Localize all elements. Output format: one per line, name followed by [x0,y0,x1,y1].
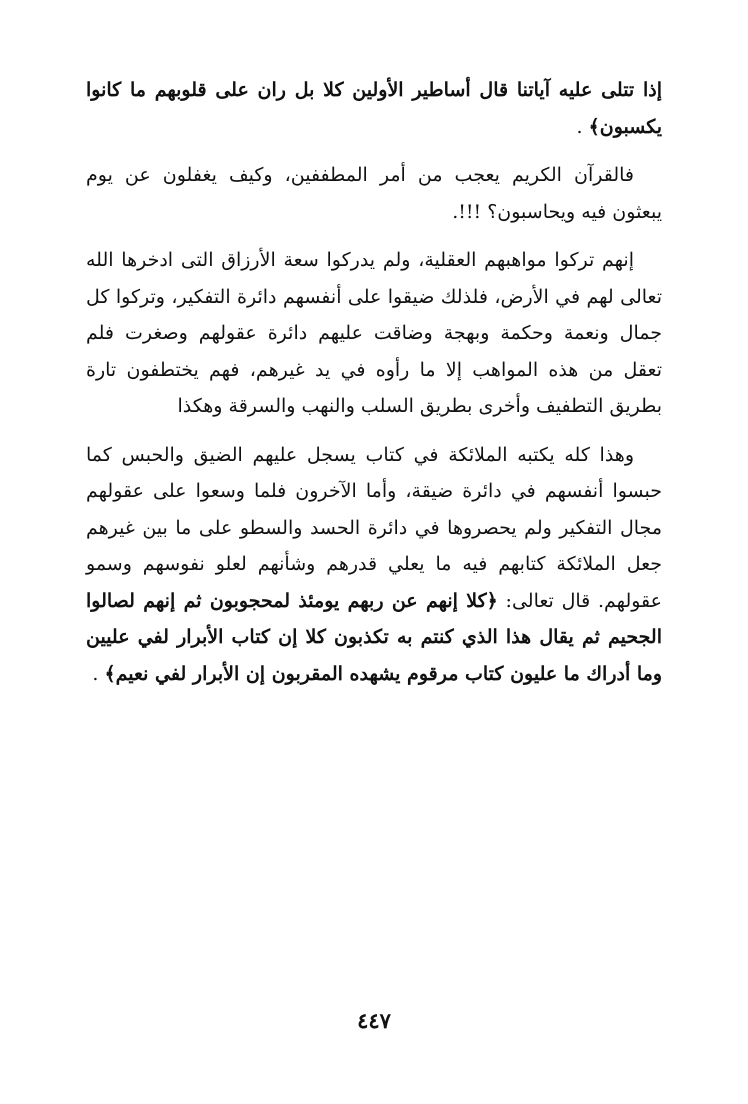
page-number: ٤٤٧ [357,1008,391,1033]
paragraph-4 [86,437,662,693]
paragraph-4-text: وهذا كله يكتبه الملائكة في كتاب يسجل عليهم الضيق والحبس كما حبسوا أنفسهم في دائرة ضيقة، وأما الآخرون فلما وسعوا على عقولهم مجال التفكير ولم يحصروها في دائرة الحسد والسطو على ما بين غيرهم جعل الملائكة كتابهم فيه ما يعلي قدرهم وشأنهم لعلو نفوسهم وسمو عقولهم. قال تعالى: [86,443,662,612]
quran-verse: إذا تتلى عليه آياتنا قال أساطير الأولين كلا بل ران على قلوبهم ما كانوا يكسبون﴾ [86,79,662,138]
quran-verse: ﴿كلا إنهم عن ربهم يومئذ لمحجوبون ثم إنهم لصالوا الجحيم ثم يقال هذا الذي كنتم به تكذبون كلا إن كتاب الأبرار لفي عليين وما أدراك ما عليون كتاب مرقوم يشهده المقربون إن الأبرار لفي نعيم﴾ [86,589,662,685]
paragraph-1 [86,72,662,145]
body-text [86,72,662,704]
paragraph-2: فالقرآن الكريم يعجب من أمر المطففين، وكيف يغفلون عن يوم يبعثون فيه ويحاسبون؟ !!!. [86,164,662,223]
punctuation: . [92,662,99,685]
punctuation: . [576,115,583,138]
paragraph-3: إنهم تركوا مواهبهم العقلية، ولم يدركوا سعة الأرزاق التى ادخرها الله تعالى لهم في الأرض، فلذلك ضيقوا على أنفسهم دائرة التفكير، وتركوا كل جمال ونعمة وحكمة وبهجة وضاقت عليهم دائرة عقولهم وصغرت فلم تعقل من هذه المواهب إلا ما رأوه في يد غيرهم، فهم يختطفون تارة بطريق التطفيف وأخرى بطريق السلب والنهب والسرقة وهكذا [86,249,662,417]
